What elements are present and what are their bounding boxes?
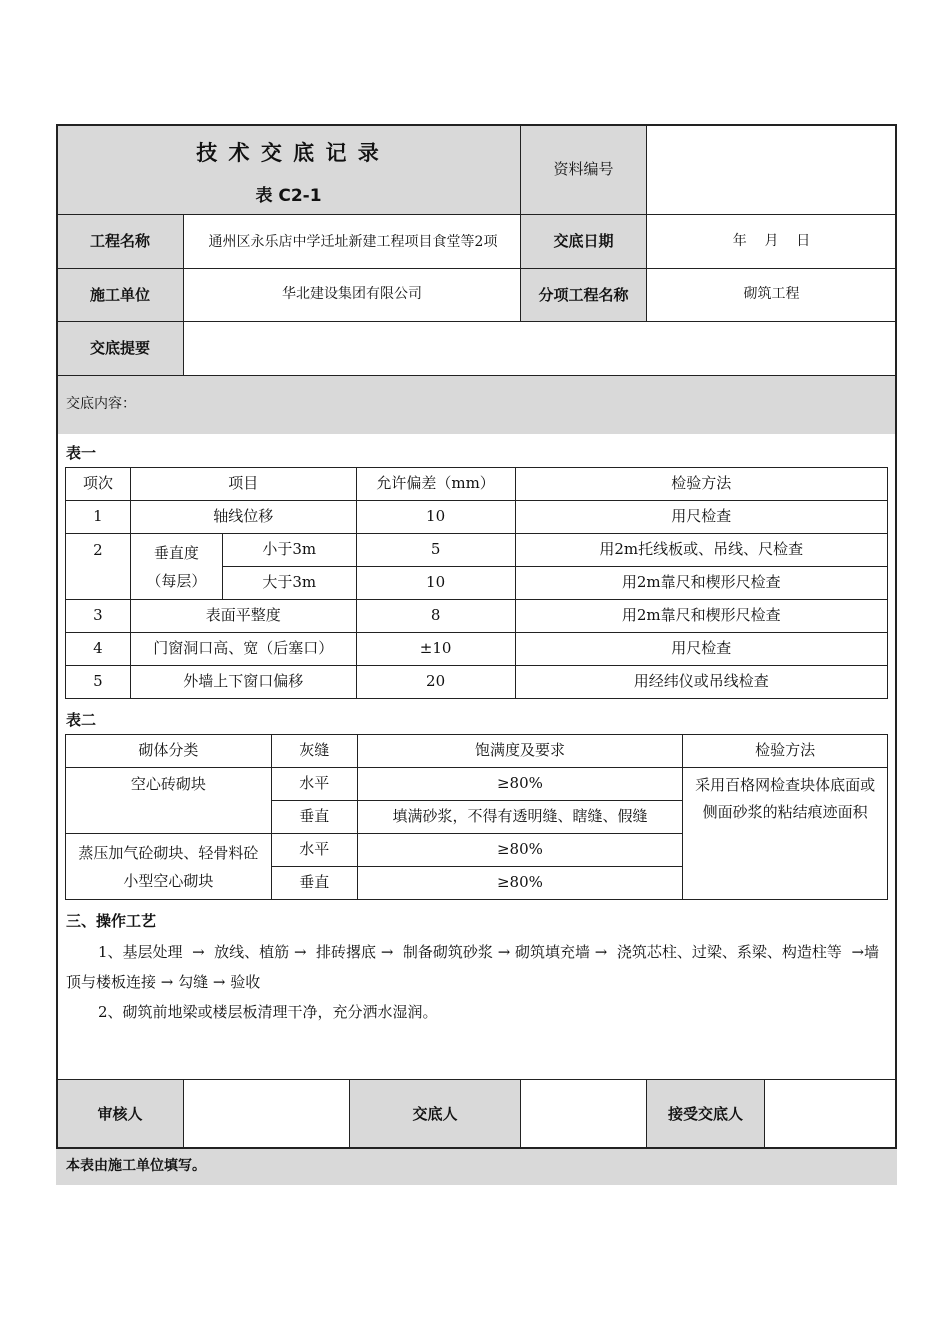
form-title: 技 术 交 底 记 录 (196, 141, 381, 166)
table1-title: 表一 (66, 444, 97, 462)
contractor-label: 施工单位 (89, 285, 150, 304)
discloser-label: 交底人 (412, 1104, 458, 1123)
table1 (65, 467, 888, 699)
table1-row1-item: 轴线位移 (130, 501, 356, 534)
table1-row1-tolerance: 10 (356, 501, 515, 534)
table2-row3-requirement: ≥80% (357, 834, 683, 867)
table2 (65, 734, 888, 900)
table1-row3-method: 用2m靠尺和楔形尺检查 (515, 600, 888, 633)
table1-row2-item (130, 534, 222, 600)
table2-group1: 空心砖砌块 (66, 768, 272, 834)
section3-paragraph2: 2、砌筑前地梁或楼层板清理干净，充分洒水湿润。 (98, 1003, 438, 1021)
summary-label: 交底提要 (89, 339, 150, 357)
project-name-value[interactable]: 通州区永乐店中学迁址新建工程项目食堂等2项 (208, 233, 498, 250)
subproject-value[interactable]: 砌筑工程 (743, 286, 800, 303)
table2-row1-joint: 水平 (271, 768, 357, 801)
table2-method: 采用百格网检查块体底面或侧面砂浆的粘结痕迹面积 (683, 768, 888, 900)
table1-header-no: 项次 (66, 468, 131, 501)
table1-row2a-sub: 小于3m (222, 534, 356, 567)
table1-row2b-method: 用2m靠尺和楔形尺检查 (515, 567, 888, 600)
contractor-value[interactable]: 华北建设集团有限公司 (282, 286, 422, 303)
table2-title: 表二 (66, 711, 97, 729)
table1-header-item: 项目 (130, 468, 356, 501)
table1-row2-item-text: 垂直度（每层） (146, 543, 207, 590)
reviewer-field[interactable] (184, 1080, 349, 1148)
content-label: 交底内容： (66, 396, 136, 413)
table1-header-tolerance: 允许偏差（mm） (356, 468, 515, 501)
discloser-field[interactable] (521, 1080, 646, 1148)
table2-row3-joint: 水平 (271, 834, 357, 867)
table1-row4-tolerance: ±10 (356, 633, 515, 666)
table1-row5-item: 外墙上下窗口偏移 (130, 666, 356, 699)
subproject-label: 分项工程名称 (538, 285, 629, 304)
table1-row4-item: 门窗洞口高、宽（后塞口） (130, 633, 356, 666)
section3-title: 三、操作工艺 (66, 912, 157, 930)
table1-row2a-tolerance: 5 (356, 534, 515, 567)
table2-row4-joint: 垂直 (271, 867, 357, 900)
date-label: 交底日期 (553, 232, 614, 250)
table2-header-joint: 灰缝 (271, 735, 357, 768)
table1-row2b-tolerance: 10 (356, 567, 515, 600)
table1-row4-method: 用尺检查 (515, 633, 888, 666)
section3-paragraph1: 1、基层处理 → 放线、植筋 → 排砖撂底 → 制备砌筑砂浆 → 砌筑填充墙 → 浇筑芯柱、过梁、系梁、构造柱等 →墙顶与楼板连接 → 勾缝 → 验收 (66, 943, 880, 991)
date-value[interactable]: 年 月 日 (732, 232, 811, 249)
table1-row2b-sub: 大于3m (222, 567, 356, 600)
table2-group2: 蒸压加气砼砌块、轻骨料砼小型空心砌块 (66, 834, 272, 900)
table1-row5-method: 用经纬仪或吊线检查 (515, 666, 888, 699)
project-name-label: 工程名称 (89, 232, 150, 250)
table2-row1-requirement: ≥80% (357, 768, 683, 801)
table1-row1-method: 用尺检查 (515, 501, 888, 534)
doc-no-field[interactable] (647, 125, 896, 214)
table1-row3-item: 表面平整度 (130, 600, 356, 633)
receiver-label: 接受交底人 (667, 1104, 743, 1123)
table2-header-type: 砌体分类 (66, 735, 272, 768)
table2-row4-requirement: ≥80% (357, 867, 683, 900)
table1-row5-no: 5 (66, 666, 131, 699)
table2-header-requirement: 饱满度及要求 (357, 735, 683, 768)
table2-row2-joint: 垂直 (271, 801, 357, 834)
table1-row2a-method: 用2m托线板或、吊线、尺检查 (515, 534, 888, 567)
table1-row1-no: 1 (66, 501, 131, 534)
table1-row2-no: 2 (66, 534, 131, 600)
reviewer-label: 审核人 (97, 1104, 143, 1123)
doc-no-label: 资料编号 (553, 160, 614, 178)
table1-row3-tolerance: 8 (356, 600, 515, 633)
footer-note: 本表由施工单位填写。 (66, 1158, 206, 1175)
table1-row4-no: 4 (66, 633, 131, 666)
table2-row2-requirement: 填满砂浆，不得有透明缝、瞎缝、假缝 (357, 801, 683, 834)
summary-field[interactable] (184, 322, 896, 375)
form-number: 表 C2-1 (255, 186, 322, 207)
table1-header-method: 检验方法 (515, 468, 888, 501)
receiver-field[interactable] (765, 1080, 896, 1148)
table1-row5-tolerance: 20 (356, 666, 515, 699)
table1-row3-no: 3 (66, 600, 131, 633)
table2-header-method: 检验方法 (683, 735, 888, 768)
